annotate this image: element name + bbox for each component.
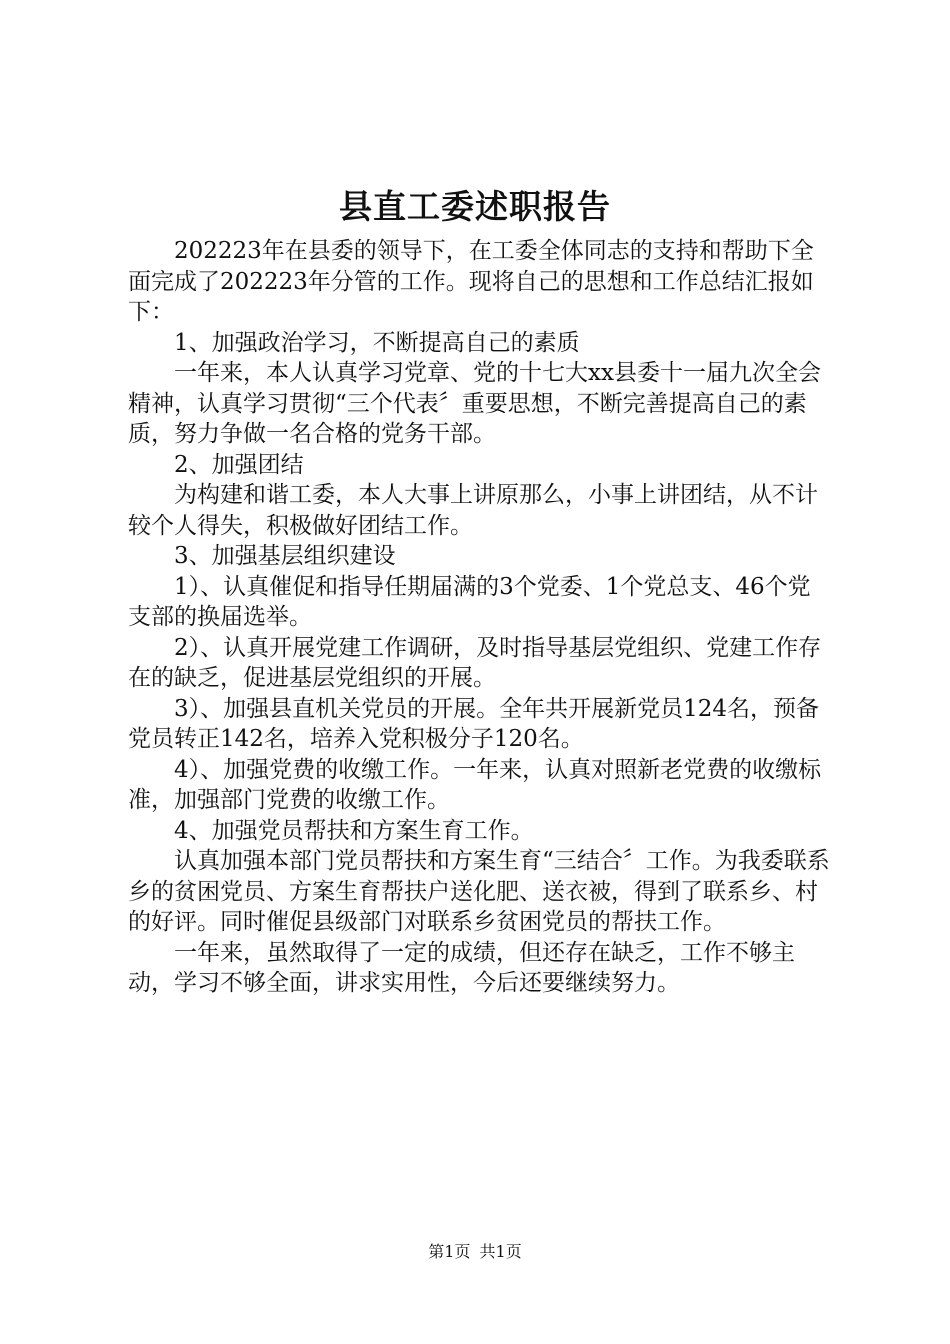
paragraph-grassroots-1: 1）、认真催促和指导任期届满的3个党委、1个党总支、46个党支部的换届选举。 <box>128 573 811 630</box>
paragraph-conclusion: 一年来，虽然取得了一定的成绩，但还存在缺乏，工作不够主动，学习不够全面，讲求实用性，今后还要继续努力。 <box>128 939 795 996</box>
paragraph-assistance: 认真加强本部门党员帮扶和方案生育“三结合〞工作。为我委联系乡的贫困党员、方案生育帮扶户送化肥、送衣被，得到了联系乡、村的好评。同时催促县级部门对联系乡贫困党员的帮扶工作。 <box>128 848 830 935</box>
paragraph-political-study: 一年来，本人认真学习党章、党的十七大xx县委十一届九次全会精神，认真学习贯彻“三个代表〞重要思想，不断完善提高自己的素质，努力争做一名合格的党务干部。 <box>128 360 821 447</box>
paragraph-grassroots-4: 4）、加强党费的收缴工作。一年来，认真对照新老党费的收缴标准，加强部门党费的收缴工作。 <box>128 756 822 813</box>
heading-grassroots: 3、加强基层组织建设 <box>174 543 396 569</box>
paragraph-grassroots-2: 2）、认真开展党建工作调研，及时指导基层党组织、党建工作存在的缺乏，促进基层党组织的开展。 <box>128 634 822 691</box>
page-number: 第1页 <box>428 1242 471 1261</box>
paragraph-unity: 为构建和谐工委，本人大事上讲原那么，小事上讲团结，从不计较个人得失，积极做好团结工作。 <box>128 482 818 539</box>
page-footer <box>0 1242 950 1262</box>
page-total: 共1页 <box>479 1242 522 1261</box>
document-title: 县直工委述职报告 <box>339 187 611 226</box>
heading-unity: 2、加强团结 <box>174 451 304 478</box>
document-body <box>128 236 830 999</box>
heading-assistance: 4、加强党员帮扶和方案生育工作。 <box>174 817 534 844</box>
paragraph-grassroots-3: 3）、加强县直机关党员的开展。全年共开展新党员124名，预备党员转正142名，培养入党积极分子120名。 <box>128 695 820 752</box>
paragraph-intro: 202223年在县委的领导下，在工委全体同志的支持和帮助下全面完成了202223年分管的工作。现将自己的思想和工作总结汇报如下： <box>128 238 814 325</box>
heading-political-study: 1、加强政治学习，不断提高自己的素质 <box>174 329 580 356</box>
